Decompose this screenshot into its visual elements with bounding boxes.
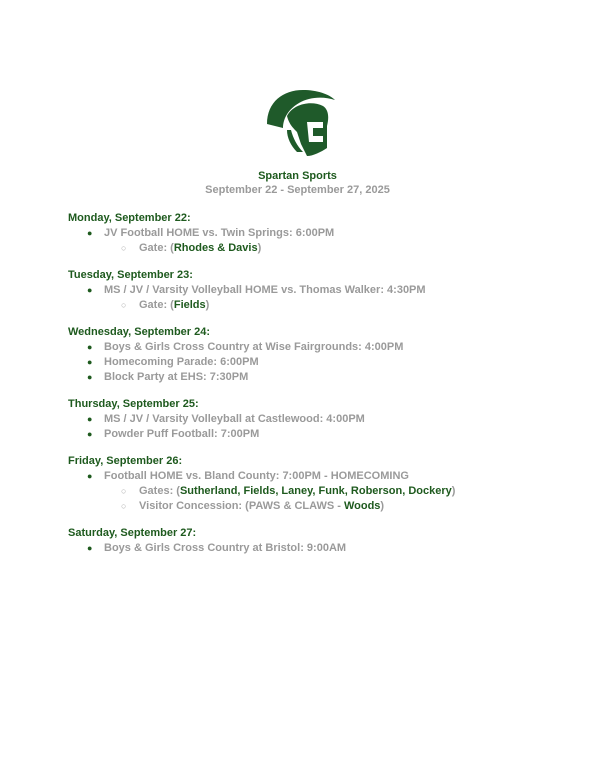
bullet-icon: ● (87, 357, 93, 367)
sub-item (68, 298, 568, 313)
day-section (68, 526, 568, 556)
sub-item-label: Gate: ( (139, 242, 174, 254)
event-text: Boys & Girls Cross Country at Wise Fairgrounds: 4:00PM (104, 341, 404, 353)
event-item (68, 469, 568, 484)
event-item (68, 226, 568, 241)
event-text: Powder Puff Football: 7:00PM (104, 428, 260, 440)
assigned-staff: Woods (343, 500, 381, 512)
event-item (68, 370, 568, 385)
bullet-icon: ● (87, 543, 93, 553)
assigned-staff: Rhodes & Davis (173, 242, 258, 254)
day-heading: Tuesday, September 23: (68, 269, 193, 281)
bullet-icon: ● (87, 285, 93, 295)
day-section (68, 325, 568, 385)
day-heading: Friday, September 26: (68, 455, 183, 467)
assigned-staff: Sutherland, Fields, Laney, Funk, Roberson, Dockery (179, 485, 452, 497)
event-text: JV Football HOME vs. Twin Springs: 6:00PM (104, 227, 335, 239)
bullet-icon: ● (87, 372, 93, 382)
sub-item-label: Gates: ( (139, 485, 180, 497)
day-heading: Wednesday, September 24: (68, 326, 211, 338)
sub-item-label: Visitor Concession: (PAWS & CLAWS - (139, 500, 344, 512)
event-item (68, 427, 568, 442)
sub-item-suffix: ) (257, 242, 262, 254)
event-text: Homecoming Parade: 6:00PM (104, 356, 259, 368)
spartan-helmet-icon (257, 86, 337, 160)
event-item (68, 541, 568, 556)
day-section (68, 211, 568, 256)
event-item (68, 355, 568, 370)
day-section (68, 454, 568, 514)
bullet-icon: ● (87, 429, 93, 439)
day-section (68, 397, 568, 442)
day-heading: Thursday, September 25: (68, 398, 199, 410)
hollow-bullet-icon: ○ (121, 300, 127, 310)
event-text: Boys & Girls Cross Country at Bristol: 9:00AM (104, 542, 347, 554)
bullet-icon: ● (87, 228, 93, 238)
event-text: Block Party at EHS: 7:30PM (104, 371, 249, 383)
bullet-icon: ● (87, 342, 93, 352)
sub-item-suffix: ) (205, 299, 210, 311)
sub-item (68, 241, 568, 256)
document-title: Spartan Sports (258, 170, 337, 182)
hollow-bullet-icon: ○ (121, 486, 127, 496)
day-section (68, 268, 568, 313)
assigned-staff: Fields (173, 299, 206, 311)
event-text: Football HOME vs. Bland County: 7:00PM - HOMECOMING (104, 470, 409, 482)
sub-item-suffix: ) (451, 485, 456, 497)
sub-item-label: Gate: ( (139, 299, 174, 311)
day-heading: Saturday, September 27: (68, 527, 197, 539)
document-subtitle: September 22 - September 27, 2025 (205, 184, 390, 196)
hollow-bullet-icon: ○ (121, 501, 127, 511)
schedule (68, 211, 568, 568)
event-item (68, 340, 568, 355)
event-text: MS / JV / Varsity Volleyball at Castlewood: 4:00PM (104, 413, 365, 425)
bullet-icon: ● (87, 414, 93, 424)
event-item (68, 283, 568, 298)
day-heading: Monday, September 22: (68, 212, 191, 224)
bullet-icon: ● (87, 471, 93, 481)
sub-item (68, 499, 568, 514)
sub-item (68, 484, 568, 499)
hollow-bullet-icon: ○ (121, 243, 127, 253)
sub-item-suffix: ) (380, 500, 385, 512)
event-text: MS / JV / Varsity Volleyball HOME vs. Thomas Walker: 4:30PM (104, 284, 426, 296)
event-item (68, 412, 568, 427)
